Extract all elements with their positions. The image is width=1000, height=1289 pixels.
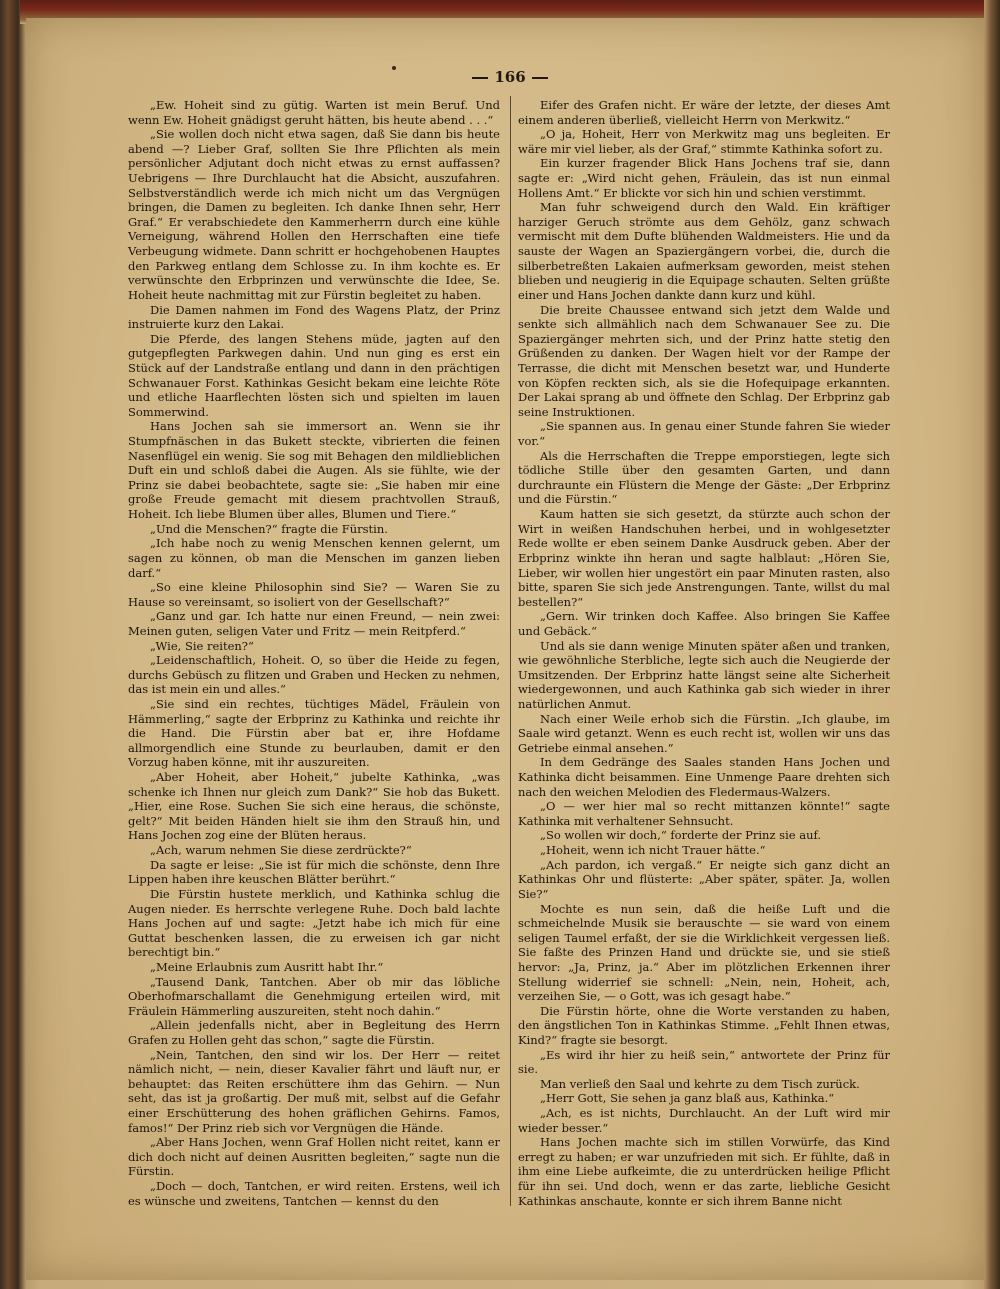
- paragraph: „Meine Erlaubnis zum Ausritt habt Ihr.“: [150, 959, 384, 974]
- paragraph: Mochte es nun sein, daß die heiße Luft und die schmeichelnde Musik sie berauschte — sie ward von einem seligen Taumel erfaßt, der sie die Wirklichkeit vergessen ließ. Sie faßte des Prinzen Hand und drückte sie, und sie stieß hervor: „Ja, Prinz, ja.“ Aber im plötzlichen Erkennen ihrer Stellung widerrief sie schnell: „Nein, nein, Hoheit, ach, verzeihen Sie, — o Gott, was ich gesagt habe.“: [518, 901, 890, 1004]
- paragraph: Nach einer Weile erhob sich die Fürstin. „Ich glaube, im Saale wird getanzt. Wenn es euch recht ist, wollen wir uns das Getriebe einmal ansehen.“: [518, 711, 890, 755]
- page-header: [460, 68, 560, 88]
- paragraph: „So wollen wir doch,“ forderte der Prinz sie auf.: [540, 828, 821, 843]
- paragraph: Man fuhr schweigend durch den Wald. Ein kräftiger harziger Geruch strömte aus dem Gehölz, ganz schwach vermischt mit dem Dufte blühenden Waldmeisters. Hie und da sauste der Wagen an Spaziergängern vorbei, die, durch die silberbetreßten Lakaien aufmerksam geworden, meist stehen blieben und neugierig in die Equipage schauten. Selten grüßte einer und Hans Jochen dankte dann kurz und kühl.: [518, 200, 890, 302]
- paragraph: Hans Jochen sah sie immersort an. Wenn sie ihr Stumpfnäschen in das Bukett steckte, vibrierten die feinen Nasenflügel ein wenig. Sie sog mit Behagen den mildlieblichen Duft ein und schloß dabei die Augen. Als sie fühlte, wie der Prinz sie dabei beobachtete, sagte sie: „Sie haben mir eine große Freude gemacht mit diesem prachtvollen Strauß, Hoheit. Ich liebe Blumen über alles, Blumen und Tiere.“: [128, 419, 500, 522]
- paragraph: „Sie sind ein rechtes, tüchtiges Mädel, Fräulein von Hämmerling,“ sagte der Erbprinz zu Kathinka und reichte ihr die Hand. Die Fürstin aber bat er, ihre Hofdame allmorgendlich eine Stunde zu beurlauben, damit er den Vorzug haben könne, mit ihr auszureiten.: [128, 696, 500, 770]
- paragraph: Man verließ den Saal und kehrte zu dem Tisch zurück.: [540, 1076, 860, 1091]
- paragraph: Als die Herrschaften die Treppe emporstiegen, legte sich tödliche Stille über den gesamten Garten, und dann durchraunte ein Flüstern die Menge der Gäste: „Der Erbprinz und die Fürstin.“: [518, 448, 890, 507]
- paragraph: „Wie, Sie reiten?“: [150, 638, 254, 653]
- paragraph: „Sie spannen aus. In genau einer Stunde fahren Sie wieder vor.“: [518, 419, 890, 449]
- paragraph: „Aber Hoheit, aber Hoheit,“ jubelte Kathinka, „was schenke ich Ihnen nur gleich zum Dank?“ Sie hob das Bukett. „Hier, eine Rose. Suchen Sie sich eine heraus, die schönste, gelt?“ Mit beiden Händen hielt sie ihm den Strauß hin, und Hans Jochen zog eine der Blüten heraus.: [128, 770, 500, 843]
- paragraph: „Es wird ihr hier zu heiß sein,“ antwortete der Prinz für sie.: [518, 1047, 890, 1077]
- paragraph: „O — wer hier mal so recht mittanzen könnte!“ sagte Kathinka mit verhaltener Sehnsucht.: [518, 799, 890, 828]
- paragraph: „Ich habe noch zu wenig Menschen kennen gelernt, um sagen zu können, ob man die Menschen im ganzen lieben darf.“: [128, 536, 500, 580]
- paragraph: „Und die Menschen?“ fragte die Fürstin.: [150, 521, 388, 536]
- paragraph: Die Pferde, des langen Stehens müde, jagten auf den gutgepflegten Parkwegen dahin. Und nun ging es erst ein Stück auf der Landstraße entlang und dann in den prächtigen Schwanauer Forst. Kathinkas Gesicht bekam eine leichte Röte und etliche Haarflechten lösten sich und spielten im lauen Sommerwind.: [128, 331, 500, 419]
- paragraph: „Doch — doch, Tantchen, er wird reiten. Erstens, weil ich es wünsche und zweitens, Tantchen — kennst du den: [128, 1179, 500, 1208]
- paragraph: Die Fürstin hustete merklich, und Kathinka schlug die Augen nieder. Es herrschte verlegene Ruhe. Doch bald lachte Hans Jochen auf und sagte: „Jetzt habe ich mich für eine Guttat beschenken lassen, die zu erweisen ich gar nicht berechtigt bin.“: [128, 886, 500, 960]
- header-dash-right: [532, 77, 548, 79]
- paragraph: „Nein, Tantchen, den sind wir los. Der Herr — reitet nämlich nicht, — nein, dieser Kavalier fährt und läuft nur, er behauptet: das Reiten erschüttere ihm das Gehirn. — Nun seht, das ist ja großartig. Der muß mit, selbst auf die Gefahr einer Erschütterung des hohen gräflichen Gehirns. Famos, famos!“ Der Prinz rieb sich vor Vergnügen die Hände.: [128, 1047, 500, 1135]
- header-dash-left: [472, 77, 488, 79]
- paragraph: Und als sie dann wenige Minuten später aßen und tranken, wie gewöhnliche Sterbliche, legte sich auch die Neugierde der Umsitzenden. Der Erbprinz hatte längst seine alte Sicherheit wiedergewonnen, und auch Kathinka gab sich wieder in ihrer natürlichen Anmut.: [518, 638, 890, 711]
- paragraph: „Aber Hans Jochen, wenn Graf Hollen nicht reitet, kann er dich doch nicht auf deinen Ausritten begleiten,“ sagte nun die Fürstin.: [128, 1135, 500, 1179]
- paragraph: „Hoheit, wenn ich nicht Trauer hätte.“: [540, 843, 766, 858]
- paragraph: „Gern. Wir trinken doch Kaffee. Also bringen Sie Kaffee und Gebäck.“: [518, 609, 890, 638]
- paragraph: „Ach, warum nehmen Sie diese zerdrückte?“: [150, 843, 412, 858]
- paragraph: „Leidenschaftlich, Hoheit. O, so über die Heide zu fegen, durchs Gebüsch zu flitzen und Graben und Hecken zu nehmen, das ist mein ein und alles.“: [128, 653, 500, 697]
- paragraph: „So eine kleine Philosophin sind Sie? — Waren Sie zu Hause so vereinsamt, so isoliert von der Gesellschaft?“: [128, 580, 500, 609]
- paragraph: In dem Gedränge des Saales standen Hans Jochen und Kathinka dicht beisammen. Eine Unmenge Paare drehten sich nach den weichen Melodien des Fledermaus-Walzers.: [518, 755, 890, 799]
- column-rule: [510, 96, 511, 1206]
- paragraph: Kaum hatten sie sich gesetzt, da stürzte auch schon der Wirt in weißen Handschuhen herbei, und in wohlgesetzter Rede wollte er eben seinem Danke Ausdruck geben. Aber der Erbprinz winkte ihn heran und sagte halblaut: „Hören Sie, Lieber, wir wollen hier ungestört ein paar Minuten rasten, also bitte, sparen Sie sich jede Anstrengungen. Tante, willst du mal bestellen?“: [518, 507, 890, 609]
- paragraph: Da sagte er leise: „Sie ist für mich die schönste, denn Ihre Lippen haben ihre keuschen Blätter berührt.“: [128, 857, 500, 887]
- paragraph: „Ach, es ist nichts, Durchlaucht. An der Luft wird mir wieder besser.“: [518, 1106, 890, 1135]
- left-column: [128, 98, 500, 1208]
- paragraph: „Allein jedenfalls nicht, aber in Begleitung des Herrn Grafen zu Hollen geht das schon,“ sagte die Fürstin.: [128, 1018, 500, 1047]
- right-column: [518, 98, 890, 1208]
- paragraph: „Herr Gott, Sie sehen ja ganz blaß aus, Kathinka.“: [540, 1091, 835, 1106]
- paragraph: „Ganz und gar. Ich hatte nur einen Freund, — nein zwei: Meinen guten, seligen Vater und Fritz — mein Reitpferd.“: [128, 609, 500, 638]
- paragraph: „Ew. Hoheit sind zu gütig. Warten ist mein Beruf. Und wenn Ew. Hoheit gnädigst geruht hätten, bis heute abend . . .“: [128, 98, 500, 127]
- paragraph: „Ach pardon, ich vergaß.“ Er neigte sich ganz dicht an Kathinkas Ohr und flüsterte: „Aber später, später. Ja, wollen Sie?“: [518, 857, 890, 901]
- paragraph: Hans Jochen machte sich im stillen Vorwürfe, das Kind erregt zu haben; er war unzufrieden mit sich. Er fühlte, daß in ihm eine Liebe aufkeimte, die zu unterdrücken heilige Pflicht für ihn sei. Und doch, wenn er das zarte, liebliche Gesicht Kathinkas anschaute, konnte er sich ihrem Banne nicht: [518, 1135, 890, 1208]
- paragraph: „Tausend Dank, Tantchen. Aber ob mir das löbliche Oberhofmarschallamt die Genehmigung erteilen wird, mit Fräulein Hämmerling auszureiten, steht noch dahin.“: [128, 974, 500, 1018]
- paragraph: Die Damen nahmen im Fond des Wagens Platz, der Prinz instruierte kurz den Lakai.: [128, 302, 500, 332]
- paragraph: „Sie wollen doch nicht etwa sagen, daß Sie dann bis heute abend —? Lieber Graf, sollten Sie Ihre Pflichten als mein persönlicher Adjutant doch nicht etwas zu ernst auffassen? Uebrigens — Ihre Durchlaucht hat die Absicht, auszufahren. Selbstverständlich werde ich mich nicht um das Vergnügen bringen, die Damen zu begleiten. Ich danke Ihnen sehr, Herr Graf.“ Er verabschiedete den Kammerherrn durch eine kühle Verneigung, während Hollen den Herrschaften eine tiefe Verbeugung widmete. Dann schritt er hochgehobenen Hauptes den Parkweg entlang dem Schlosse zu. In ihm kochte es. Er verwünschte den Erbprinzen und verwünschte die Idee, Se. Hoheit heute nachmittag mit zur Fürstin begleitet zu haben.: [128, 127, 500, 302]
- page-number: 166: [494, 68, 526, 86]
- paragraph: Ein kurzer fragender Blick Hans Jochens traf sie, dann sagte er: „Wird nicht gehen, Fräulein, das ist nun einmal Hollens Amt.“ Er blickte vor sich hin und schien verstimmt.: [518, 156, 890, 200]
- page-edge: [984, 0, 1000, 1289]
- paragraph: „O ja, Hoheit, Herr von Merkwitz mag uns begleiten. Er wäre mir viel lieber, als der Graf,“ stimmte Kathinka sofort zu.: [518, 127, 890, 156]
- paragraph: Die breite Chaussee entwand sich jetzt dem Walde und senkte sich allmählich nach dem Schwanauer See zu. Die Spaziergänger mehrten sich, und der Prinz hatte stetig den Grüßenden zu danken. Der Wagen hielt vor der Rampe der Terrasse, die dicht mit Menschen besetzt war, und Hunderte von Köpfen reckten sich, als sie die Hofequipage erkannten. Der Lakai sprang ab und öffnete den Schlag. Der Erbprinz gab seine Instruktionen.: [518, 302, 890, 419]
- ornament-dot: [392, 66, 396, 70]
- paragraph: Die Fürstin hörte, ohne die Worte verstanden zu haben, den ängstlichen Ton in Kathinkas Stimme. „Fehlt Ihnen etwas, Kind?“ fragte sie besorgt.: [518, 1003, 890, 1047]
- paragraph: Eifer des Grafen nicht. Er wäre der letzte, der dieses Amt einem anderen überließ, vielleicht Herrn von Merkwitz.“: [518, 98, 890, 127]
